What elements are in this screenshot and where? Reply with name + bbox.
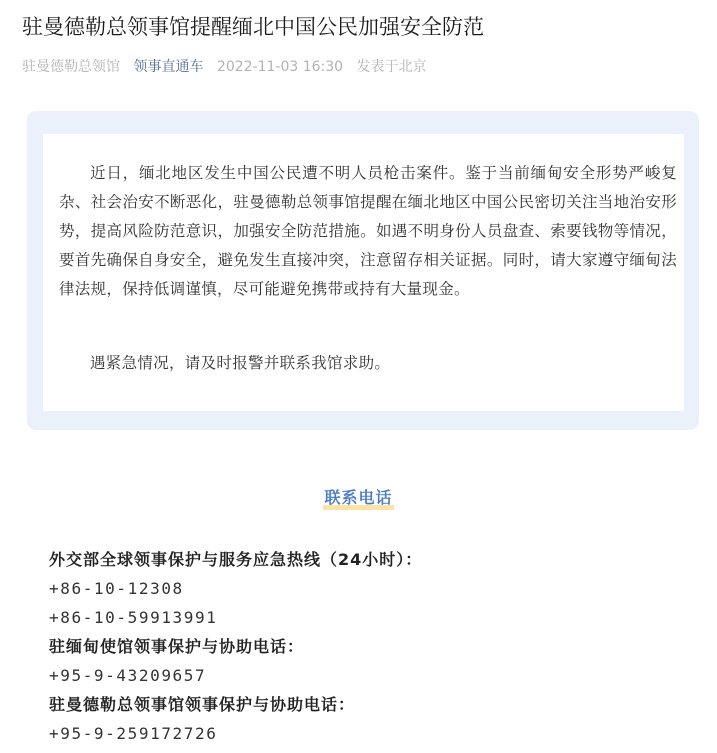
notice-card (27, 111, 699, 430)
publish-location: 发表于北京 (356, 59, 427, 75)
contact-label-consulate: 驻曼德勒总领事馆领事保护与协助电话： (49, 695, 356, 714)
phone-number[interactable]: +86-10-12308 (49, 579, 184, 598)
phone-number[interactable]: +86-10-59913991 (49, 608, 218, 627)
notice-card-body (43, 134, 684, 411)
contact-heading-text: 联系电话 (323, 486, 393, 510)
article-title: 驻曼德勒总领事馆提醒缅北中国公民加强安全防范 (22, 15, 484, 39)
phone-number[interactable]: +95-9-259172726 (49, 724, 218, 743)
channel-link[interactable]: 领事直通车 (133, 59, 204, 75)
article-source: 驻曼德勒总领馆 (22, 59, 120, 75)
contact-label-embassy: 驻缅甸使馆领事保护与协助电话： (49, 637, 305, 656)
publish-datetime: 2022-11-03 16:30 (216, 59, 344, 75)
contact-list (49, 545, 689, 748)
phone-number[interactable]: +95-9-43209657 (49, 666, 207, 685)
contact-section-heading (0, 486, 717, 510)
notice-paragraph: 遇紧急情况，请及时报警并联系我馆求助。 (90, 354, 391, 372)
notice-paragraph: 近日，缅北地区发生中国公民遭不明人员枪击案件。鉴于当前缅甸安全形势严峻复杂、社会治安不断恶化，驻曼德勒总领事馆提醒在缅北地区中国公民密切关注当地治安形势，提高风险防范意识，加强安全防范措施。如遇不明身份人员盘查、索要钱物等情况，要首先确保自身安全，避免发生直接冲突，注意留存相关证据。同时，请大家遵守缅甸法律法规，保持低调谨慎，尽可能避免携带或持有大量现金。 (59, 164, 677, 298)
article-meta (22, 57, 436, 77)
contact-label-mfa-hotline: 外交部全球领事保护与服务应急热线（24小时）： (49, 550, 423, 569)
